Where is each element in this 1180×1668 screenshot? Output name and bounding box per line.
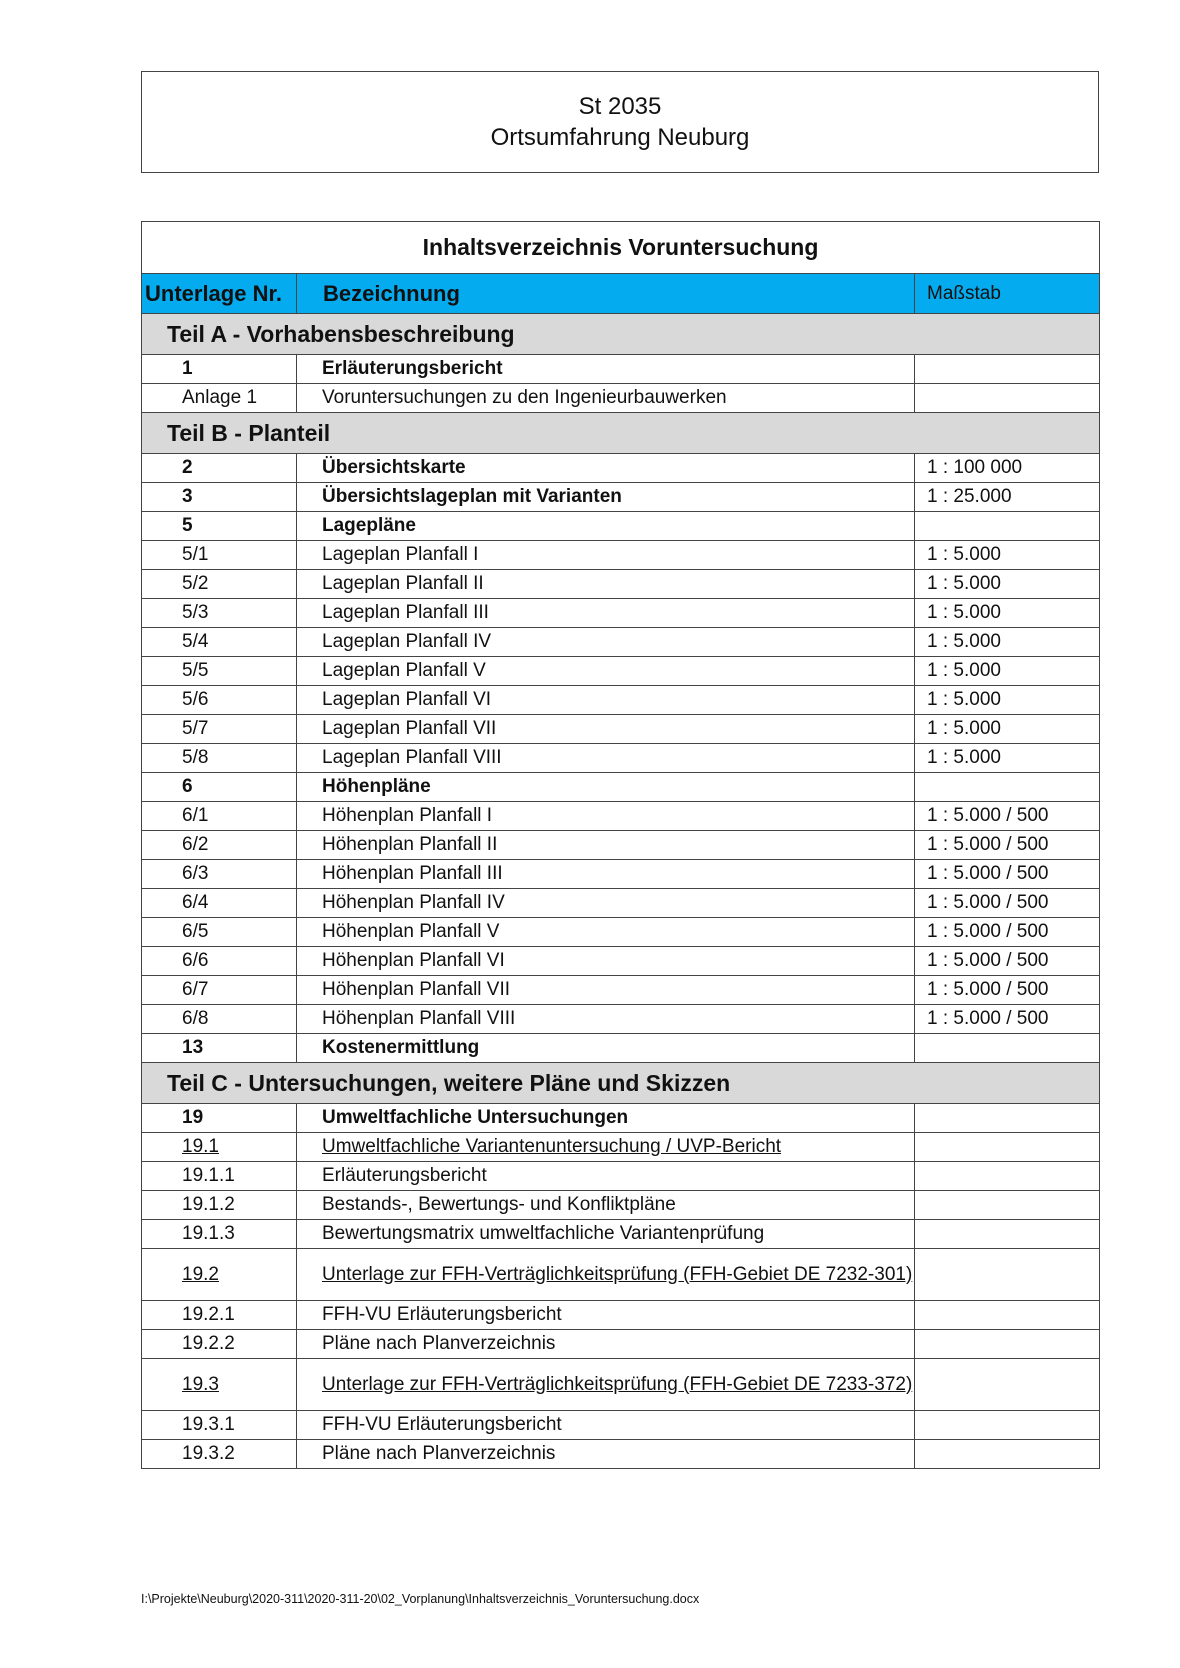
unterlage-nr-cell-text: 5 (182, 515, 193, 536)
unterlage-nr-cell (142, 802, 297, 831)
unterlage-nr-cell (142, 512, 297, 541)
unterlage-nr-cell[interactable] (142, 1249, 297, 1301)
unterlage-nr-cell (142, 599, 297, 628)
bezeichnung-cell (297, 570, 915, 599)
massstab-cell-text: 1 : 5.000 (927, 689, 1001, 710)
massstab-cell-text: 1 : 5.000 (927, 544, 1001, 565)
unterlage-nr-cell (142, 1301, 297, 1330)
unterlage-nr-cell-text: 5/3 (182, 602, 209, 623)
table-row (142, 1133, 1100, 1162)
massstab-cell (915, 1005, 1100, 1034)
unterlage-nr-cell (142, 454, 297, 483)
unterlage-nr-cell (142, 1191, 297, 1220)
unterlage-nr-cell (142, 541, 297, 570)
toc-title: Inhaltsverzeichnis Voruntersuchung (142, 222, 1100, 274)
unterlage-nr-cell-text: 6/5 (182, 921, 209, 942)
bezeichnung-cell-text: Erläuterungsbericht (322, 1165, 487, 1186)
column-header-massstab: Maßstab (915, 274, 1100, 314)
unterlage-nr-cell-text: 19 (182, 1107, 204, 1128)
unterlage-nr-cell-text: Anlage 1 (182, 387, 258, 408)
bezeichnung-cell (297, 686, 915, 715)
unterlage-nr-cell (142, 1104, 297, 1133)
bezeichnung-cell (297, 1301, 915, 1330)
bezeichnung-cell (297, 384, 915, 413)
table-row (142, 1104, 1100, 1133)
table-row (142, 1034, 1100, 1063)
section-row (142, 314, 1100, 355)
table-row (142, 1440, 1100, 1469)
table-row (142, 541, 1100, 570)
massstab-cell (915, 541, 1100, 570)
bezeichnung-cell (297, 599, 915, 628)
bezeichnung-cell-text: Bestands-, Bewertungs- und Konfliktpläne (322, 1194, 676, 1215)
massstab-cell (915, 860, 1100, 889)
bezeichnung-cell (297, 802, 915, 831)
bezeichnung-cell (297, 1330, 915, 1359)
massstab-cell (915, 1411, 1100, 1440)
unterlage-nr-cell-text: 19.3.1 (182, 1414, 235, 1435)
bezeichnung-cell-text: Höhenplan Planfall III (322, 863, 503, 884)
unterlage-nr-cell (142, 1440, 297, 1469)
massstab-cell (915, 1034, 1100, 1063)
massstab-cell-text: 1 : 5.000 (927, 718, 1001, 739)
massstab-cell (915, 1301, 1100, 1330)
massstab-cell-text: 1 : 5.000 (927, 660, 1001, 681)
massstab-cell (915, 512, 1100, 541)
bezeichnung-cell (297, 831, 915, 860)
bezeichnung-cell (297, 1440, 915, 1469)
table-row (142, 831, 1100, 860)
unterlage-nr-cell-text: 5/2 (182, 573, 209, 594)
unterlage-nr-cell (142, 1220, 297, 1249)
bezeichnung-cell (297, 512, 915, 541)
bezeichnung-cell-text[interactable]: Unterlage zur FFH-Verträglichkeitsprüfung (FFH-Gebiet DE 7232-301) (322, 1263, 913, 1285)
unterlage-nr-cell (142, 628, 297, 657)
massstab-cell-text: 1 : 100 000 (927, 457, 1023, 478)
massstab-cell (915, 454, 1100, 483)
section-title: Teil C - Untersuchungen, weitere Pläne und Skizzen (142, 1063, 1100, 1104)
massstab-cell (915, 744, 1100, 773)
column-header-bezeichnung: Bezeichnung (297, 274, 915, 314)
unterlage-nr-cell-text[interactable]: 19.2 (182, 1263, 219, 1285)
unterlage-nr-cell (142, 1330, 297, 1359)
bezeichnung-cell (297, 1034, 915, 1063)
unterlage-nr-cell-text: 19.2.2 (182, 1333, 235, 1354)
table-row (142, 773, 1100, 802)
table-row (142, 947, 1100, 976)
unterlage-nr-cell (142, 773, 297, 802)
bezeichnung-cell-text[interactable]: Umweltfachliche Variantenuntersuchung / UVP-Bericht (322, 1136, 782, 1157)
bezeichnung-cell-text: Pläne nach Planverzeichnis (322, 1443, 556, 1464)
bezeichnung-cell-text: FFH-VU Erläuterungsbericht (322, 1414, 562, 1435)
unterlage-nr-cell (142, 1034, 297, 1063)
massstab-cell (915, 483, 1100, 512)
unterlage-nr-cell (142, 1411, 297, 1440)
table-row (142, 657, 1100, 686)
unterlage-nr-cell (142, 570, 297, 599)
bezeichnung-cell (297, 1005, 915, 1034)
bezeichnung-cell (297, 1104, 915, 1133)
unterlage-nr-cell-text: 6/8 (182, 1008, 209, 1029)
massstab-cell-text: 1 : 5.000 / 500 (927, 892, 1049, 913)
bezeichnung-cell (297, 1162, 915, 1191)
massstab-cell (915, 657, 1100, 686)
unterlage-nr-cell-text: 19.1.1 (182, 1165, 235, 1186)
bezeichnung-cell (297, 715, 915, 744)
section-row (142, 413, 1100, 454)
bezeichnung-cell[interactable] (297, 1249, 915, 1301)
massstab-cell (915, 384, 1100, 413)
table-row (142, 384, 1100, 413)
section-title: Teil B - Planteil (142, 413, 1100, 454)
massstab-cell-text: 1 : 5.000 (927, 602, 1001, 623)
bezeichnung-cell[interactable] (297, 1359, 915, 1411)
massstab-cell-text: 1 : 5.000 (927, 573, 1001, 594)
bezeichnung-cell-text: Lagepläne (322, 515, 416, 536)
massstab-cell-text: 1 : 5.000 / 500 (927, 979, 1049, 1000)
table-row (142, 1162, 1100, 1191)
massstab-cell (915, 1191, 1100, 1220)
bezeichnung-cell-text: Lageplan Planfall VI (322, 689, 492, 710)
unterlage-nr-cell-text: 3 (182, 486, 193, 507)
header-line-1: St 2035 (578, 93, 662, 120)
massstab-cell (915, 355, 1100, 384)
bezeichnung-cell (297, 454, 915, 483)
unterlage-nr-cell (142, 384, 297, 413)
unterlage-nr-cell (142, 355, 297, 384)
massstab-cell (915, 686, 1100, 715)
column-header-row (142, 274, 1100, 314)
bezeichnung-cell-text: Erläuterungsbericht (322, 358, 503, 379)
unterlage-nr-cell (142, 657, 297, 686)
bezeichnung-cell-text: Lageplan Planfall VIII (322, 747, 502, 768)
section-row (142, 1063, 1100, 1104)
unterlage-nr-cell-text: 6/2 (182, 834, 209, 855)
table-row (142, 1411, 1100, 1440)
bezeichnung-cell (297, 657, 915, 686)
massstab-cell-text: 1 : 5.000 (927, 747, 1001, 768)
massstab-cell (915, 1162, 1100, 1191)
table-row (142, 860, 1100, 889)
table-row (142, 976, 1100, 1005)
bezeichnung-cell-text: Lageplan Planfall I (322, 544, 479, 565)
table-row (142, 1191, 1100, 1220)
bezeichnung-cell (297, 1411, 915, 1440)
bezeichnung-cell-text: Höhenplan Planfall VII (322, 979, 511, 1000)
unterlage-nr-cell (142, 947, 297, 976)
unterlage-nr-cell (142, 1005, 297, 1034)
unterlage-nr-cell-text: 19.2.1 (182, 1304, 235, 1325)
bezeichnung-cell-text: Lageplan Planfall IV (322, 631, 492, 652)
column-header-nr: Unterlage Nr. (142, 274, 297, 314)
massstab-cell (915, 976, 1100, 1005)
bezeichnung-cell (297, 1191, 915, 1220)
unterlage-nr-cell-text: 6/6 (182, 950, 209, 971)
toc-table (141, 221, 1100, 1469)
bezeichnung-cell-text: Höhenpläne (322, 776, 431, 797)
file-path-footer: I:\Projekte\Neuburg\2020-311\2020-311-20\02_Vorplanung\Inhaltsverzeichnis_Voruntersuchung.docx (141, 1592, 700, 1606)
bezeichnung-cell-text: Höhenplan Planfall VI (322, 950, 505, 971)
massstab-cell (915, 1330, 1100, 1359)
unterlage-nr-cell (142, 686, 297, 715)
table-row (142, 599, 1100, 628)
unterlage-nr-cell-text: 5/8 (182, 747, 209, 768)
table-row (142, 686, 1100, 715)
massstab-cell (915, 715, 1100, 744)
unterlage-nr-cell-text: 5/1 (182, 544, 209, 565)
bezeichnung-cell-text: Lageplan Planfall II (322, 573, 484, 594)
table-row (142, 1359, 1100, 1411)
document-header (141, 71, 1099, 173)
massstab-cell (915, 773, 1100, 802)
massstab-cell-text: 1 : 25.000 (927, 486, 1012, 507)
bezeichnung-cell-text: Höhenplan Planfall II (322, 834, 498, 855)
massstab-cell (915, 570, 1100, 599)
bezeichnung-cell (297, 628, 915, 657)
massstab-cell (915, 802, 1100, 831)
unterlage-nr-cell (142, 1162, 297, 1191)
unterlage-nr-cell-text: 5/5 (182, 660, 209, 681)
unterlage-nr-cell-text[interactable]: 19.3 (182, 1373, 219, 1395)
bezeichnung-cell-text: FFH-VU Erläuterungsbericht (322, 1304, 562, 1325)
unterlage-nr-cell-text: 1 (182, 358, 193, 379)
unterlage-nr-cell-text[interactable]: 19.1 (182, 1136, 219, 1157)
bezeichnung-cell (297, 976, 915, 1005)
table-row (142, 570, 1100, 599)
massstab-cell-text: 1 : 5.000 / 500 (927, 805, 1049, 826)
table-row (142, 715, 1100, 744)
bezeichnung-cell (297, 355, 915, 384)
bezeichnung-cell-text: Umweltfachliche Untersuchungen (322, 1107, 629, 1128)
bezeichnung-cell (297, 541, 915, 570)
massstab-cell (915, 918, 1100, 947)
unterlage-nr-cell (142, 483, 297, 512)
bezeichnung-cell-text: Höhenplan Planfall VIII (322, 1008, 516, 1029)
unterlage-nr-cell (142, 889, 297, 918)
bezeichnung-cell-text: Bewertungsmatrix umweltfachliche Variantenprüfung (322, 1223, 765, 1244)
massstab-cell-text: 1 : 5.000 / 500 (927, 1008, 1049, 1029)
unterlage-nr-cell-text: 5/4 (182, 631, 209, 652)
header-line-2: Ortsumfahrung Neuburg (490, 124, 750, 151)
bezeichnung-cell-text: Höhenplan Planfall V (322, 921, 500, 942)
unterlage-nr-cell-text: 6/4 (182, 892, 209, 913)
table-row (142, 512, 1100, 541)
massstab-cell (915, 1359, 1100, 1411)
table-row (142, 355, 1100, 384)
section-title: Teil A - Vorhabensbeschreibung (142, 314, 1100, 355)
unterlage-nr-cell-text: 5/7 (182, 718, 209, 739)
unterlage-nr-cell[interactable] (142, 1359, 297, 1411)
massstab-cell-text: 1 : 5.000 / 500 (927, 834, 1049, 855)
massstab-cell-text: 1 : 5.000 (927, 631, 1001, 652)
bezeichnung-cell (297, 483, 915, 512)
massstab-cell (915, 1440, 1100, 1469)
table-row (142, 1330, 1100, 1359)
bezeichnung-cell (297, 860, 915, 889)
table-row (142, 802, 1100, 831)
massstab-cell (915, 628, 1100, 657)
bezeichnung-cell-text: Lageplan Planfall VII (322, 718, 497, 739)
bezeichnung-cell-text[interactable]: Unterlage zur FFH-Verträglichkeitsprüfung (FFH-Gebiet DE 7233-372) (322, 1373, 913, 1395)
massstab-cell (915, 1220, 1100, 1249)
bezeichnung-cell (297, 773, 915, 802)
massstab-cell-text: 1 : 5.000 / 500 (927, 950, 1049, 971)
bezeichnung-cell (297, 947, 915, 976)
unterlage-nr-cell-text: 2 (182, 457, 193, 478)
unterlage-nr-cell (142, 976, 297, 1005)
toc-title-row (142, 222, 1100, 274)
massstab-cell (915, 1133, 1100, 1162)
bezeichnung-cell-text: Pläne nach Planverzeichnis (322, 1333, 556, 1354)
massstab-cell (915, 889, 1100, 918)
unterlage-nr-cell-text: 19.1.2 (182, 1194, 235, 1215)
bezeichnung-cell (297, 744, 915, 773)
massstab-cell (915, 1249, 1100, 1301)
massstab-cell (915, 831, 1100, 860)
bezeichnung-cell (297, 889, 915, 918)
table-row (142, 1249, 1100, 1301)
bezeichnung-cell-text: Übersichtskarte (322, 457, 466, 478)
unterlage-nr-cell (142, 744, 297, 773)
massstab-cell (915, 599, 1100, 628)
bezeichnung-cell-text: Höhenplan Planfall IV (322, 892, 505, 913)
bezeichnung-cell-text: Höhenplan Planfall I (322, 805, 493, 826)
bezeichnung-cell (297, 918, 915, 947)
unterlage-nr-cell (142, 715, 297, 744)
table-row (142, 628, 1100, 657)
bezeichnung-cell[interactable] (297, 1133, 915, 1162)
unterlage-nr-cell-text: 13 (182, 1037, 204, 1058)
unterlage-nr-cell (142, 831, 297, 860)
massstab-cell (915, 947, 1100, 976)
table-row (142, 889, 1100, 918)
table-row (142, 1005, 1100, 1034)
unterlage-nr-cell-text: 5/6 (182, 689, 209, 710)
bezeichnung-cell (297, 1220, 915, 1249)
table-row (142, 454, 1100, 483)
table-row (142, 918, 1100, 947)
unterlage-nr-cell-text: 19.3.2 (182, 1443, 235, 1464)
massstab-cell (915, 1104, 1100, 1133)
bezeichnung-cell-text: Lageplan Planfall III (322, 602, 489, 623)
table-row (142, 483, 1100, 512)
massstab-cell-text: 1 : 5.000 / 500 (927, 921, 1049, 942)
bezeichnung-cell-text: Kostenermittlung (322, 1037, 480, 1058)
unterlage-nr-cell-text: 6/3 (182, 863, 209, 884)
bezeichnung-cell-text: Lageplan Planfall V (322, 660, 486, 681)
unterlage-nr-cell-text: 6/7 (182, 979, 209, 1000)
bezeichnung-cell-text: Voruntersuchungen zu den Ingenieurbauwerken (322, 387, 727, 408)
unterlage-nr-cell-text: 6 (182, 776, 193, 797)
bezeichnung-cell-text: Übersichtslageplan mit Varianten (322, 486, 622, 507)
unterlage-nr-cell (142, 918, 297, 947)
massstab-cell-text: 1 : 5.000 / 500 (927, 863, 1049, 884)
unterlage-nr-cell-text: 6/1 (182, 805, 209, 826)
unterlage-nr-cell[interactable] (142, 1133, 297, 1162)
table-row (142, 1220, 1100, 1249)
unterlage-nr-cell (142, 860, 297, 889)
table-row (142, 1301, 1100, 1330)
table-row (142, 744, 1100, 773)
unterlage-nr-cell-text: 19.1.3 (182, 1223, 235, 1244)
